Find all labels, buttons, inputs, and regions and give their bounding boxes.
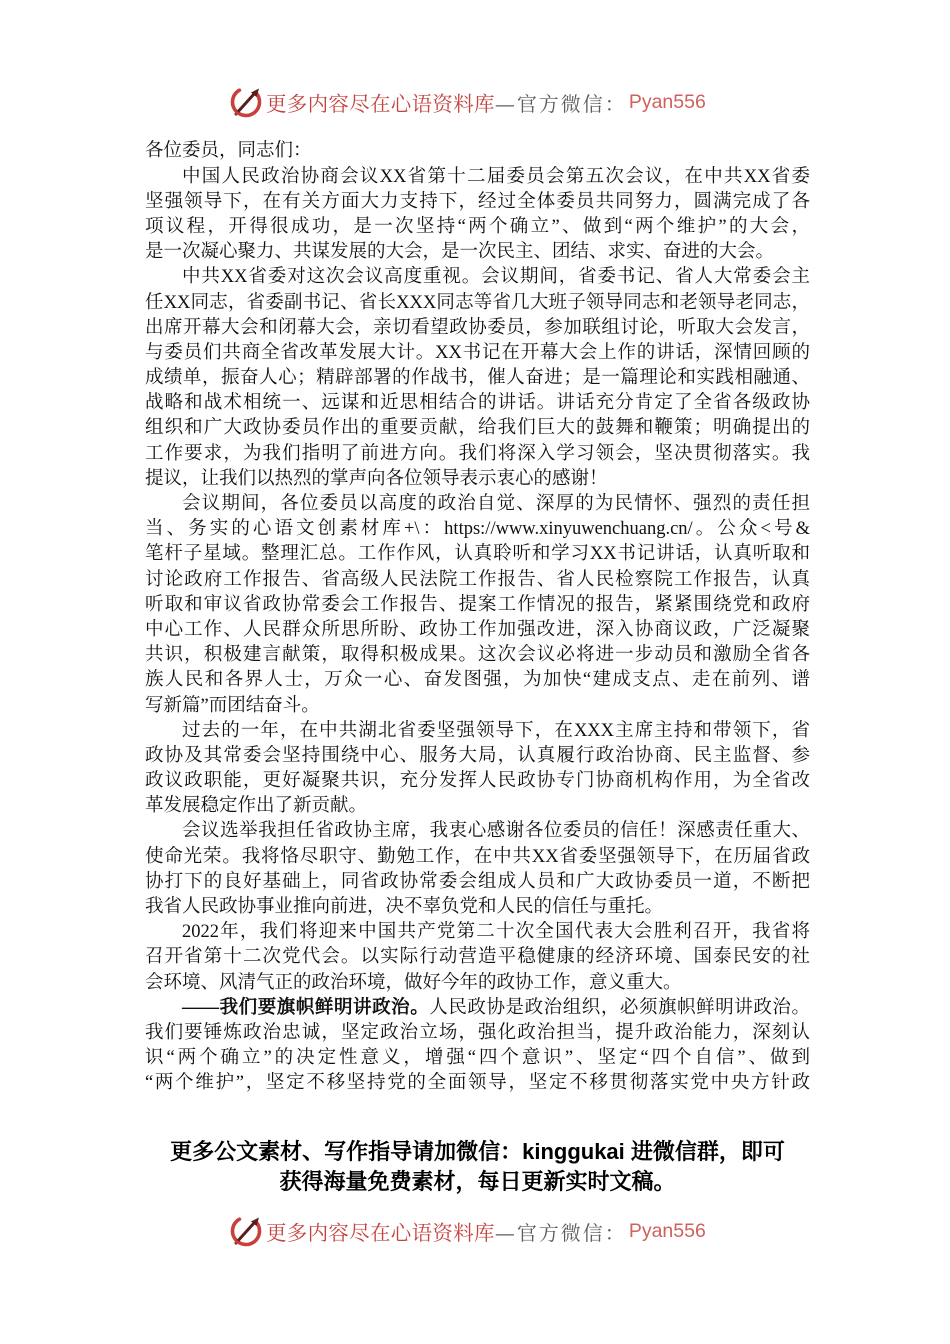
paragraph bbox=[145, 719, 810, 820]
body-line: 中国人民政治协商会议XX省第十二届委员会第五次会议，在中共XX省委 bbox=[182, 166, 810, 187]
body-line: 会议选举我担任省政协主席，我衷心感谢各位委员的信任！深感责任重大、 bbox=[182, 821, 810, 842]
watermark-site-text: 更多内容尽在心语资料库 bbox=[266, 1221, 495, 1245]
body-line: 写新篇”而团结奋斗。 bbox=[145, 695, 320, 716]
body-line: 与委员们共商全省改革发展大计。XX书记在开幕大会上作的讲话，深情回顾的 bbox=[145, 342, 810, 363]
body-line: 当、务实的心语文创素材库+\：https://www.xinyuwenchuang.cn/。公众<号& bbox=[145, 519, 810, 540]
promo-line: 更多公文素材、写作指导请加微信：kinggukai 进微信群，即可 bbox=[170, 1139, 785, 1164]
body-line: 2022年，我们将迎来中国共产党第二十次全国代表大会胜利召开，我省将 bbox=[182, 922, 810, 943]
pen-logo-icon bbox=[228, 1213, 264, 1249]
body-line: 项议程，开得很成功，是一次坚持“两个确立”、做到“两个维护”的大会， bbox=[145, 216, 810, 237]
body-line: 各位委员，同志们： bbox=[145, 141, 312, 162]
body-line: 我省人民政协事业推向前进，决不辜负党和人民的信任与重托。 bbox=[145, 897, 664, 918]
body-line: 中心工作、人民群众所思所盼、政协工作加强改进，深入协商议政，广泛凝聚 bbox=[145, 619, 810, 640]
body-line: 政协及其常委会坚持围绕中心、服务大局，认真履行政治协商、民主监督、参 bbox=[145, 745, 810, 766]
paragraph bbox=[145, 920, 810, 996]
paragraph bbox=[145, 996, 810, 1097]
body-line: 笔杆子星域。整理汇总。工作作风，认真聆听和学习XX书记讲话，认真听取和 bbox=[145, 544, 810, 565]
paragraph bbox=[145, 165, 810, 266]
body-line: 识“两个确立”的决定性意义，增强“四个意识”、坚定“四个自信”、做到 bbox=[145, 1048, 810, 1069]
body-line: 过去的一年，在中共湖北省委坚强领导下，在XXX主席主持和带领下，省 bbox=[182, 720, 810, 741]
body-line: 召开省第十二次党代会。以实际行动营造平稳健康的经济环境、国泰民安的社 bbox=[145, 947, 810, 968]
body-line: 是一次凝心聚力、共谋发展的大会，是一次民主、团结、求实、奋进的大会。 bbox=[145, 242, 775, 263]
body-line: 战略和战术相统一、远谋和近思相结合的讲话。讲话充分肯定了全省各级政协 bbox=[145, 393, 810, 414]
watermark-separator: —官方微信： bbox=[494, 91, 627, 116]
body-line: 出席开幕大会和闭幕大会，亲切看望政协委员，参加联组讨论，听取大会发言， bbox=[145, 317, 810, 338]
body-line: 革发展稳定作出了新贡献。 bbox=[145, 796, 368, 817]
body-line: 坚强领导下，在有关方面大力支持下，经过全体委员共同努力，圆满完成了各 bbox=[145, 191, 810, 212]
body-line: 会议期间，各位委员以高度的政治自觉、深厚的为民情怀、强烈的责任担 bbox=[182, 494, 810, 515]
document-body bbox=[145, 139, 810, 1096]
watermark-separator: —官方微信： bbox=[494, 1220, 627, 1245]
paragraph bbox=[145, 492, 810, 719]
body-line: 提议，让我们以热烈的掌声向各位领导表示衷心的感谢！ bbox=[145, 468, 608, 489]
watermark-banner-bottom bbox=[228, 1213, 706, 1249]
body-line: 协打下的良好基础上，同省政协常委会组成人员和广大政协委员一道，不断把 bbox=[145, 871, 810, 892]
watermark-site-text: 更多内容尽在心语资料库 bbox=[266, 92, 495, 116]
body-line: 工作要求，为我们指明了前进方向。我们将深入学习领会，坚决贯彻落实。我 bbox=[145, 443, 810, 464]
paragraph-salutation bbox=[145, 139, 810, 164]
promo-notice bbox=[145, 1137, 810, 1197]
body-line: 族人民和各界人士，万众一心、奋发图强，为加快“建成支点、走在前列、谱 bbox=[145, 670, 810, 691]
promo-line: 获得海量免费素材，每日更新实时文稿。 bbox=[279, 1169, 676, 1194]
body-line: 组织和广大政协委员作出的重要贡献，给我们巨大的鼓舞和鞭策；明确提出的 bbox=[145, 418, 810, 439]
body-line: 共识，积极建言献策，取得积极成果。这次会议必将进一步动员和激励全省各 bbox=[145, 645, 810, 666]
body-line: 使命光荣。我将恪尽职守、勤勉工作，在中共XX省委坚强领导下，在历届省政 bbox=[145, 846, 810, 867]
body-line: 任XX同志，省委副书记、省长XXX同志等省几大班子领导同志和老领导老同志， bbox=[145, 292, 810, 313]
body-line: 我们要锤炼政治忠诚，坚定政治立场，强化政治担当，提升政治能力，深刻认 bbox=[145, 1022, 810, 1043]
watermark-banner-top bbox=[228, 84, 706, 120]
body-line bbox=[145, 996, 810, 1021]
section-lead-heading: ——我们要旗帜鲜明讲政治。 bbox=[182, 997, 430, 1018]
paragraph bbox=[145, 265, 810, 492]
pen-logo-icon bbox=[228, 84, 264, 120]
watermark-wechat-id: Pyan556 bbox=[628, 1219, 706, 1242]
body-line: “两个维护”，坚定不移坚持党的全面领导，坚定不移贯彻落实党中央方针政 bbox=[145, 1073, 810, 1094]
body-line: 讨论政府工作报告、省高级人民法院工作报告、省人民检察院工作报告，认真 bbox=[145, 569, 810, 590]
body-line: 会环境、风清气正的政治环境，做好今年的政协工作，意义重大。 bbox=[145, 972, 682, 993]
paragraph bbox=[145, 819, 810, 920]
body-line: 听取和审议省政协常委会工作报告、提案工作情况的报告，紧紧围绕党和政府 bbox=[145, 594, 810, 615]
body-line: 成绩单，振奋人心；精辟部署的作战书，催人奋进；是一篇理论和实践相融通、 bbox=[145, 368, 810, 389]
body-line: 中共XX省委对这次会议高度重视。会议期间，省委书记、省人大常委会主 bbox=[182, 267, 810, 288]
body-line-text: 人民政协是政治组织，必须旗帜鲜明讲政治。 bbox=[429, 997, 810, 1018]
watermark-wechat-id: Pyan556 bbox=[628, 90, 706, 113]
body-line: 政议政职能，更好凝聚共识，充分发挥人民政协专门协商机构作用，为全省改 bbox=[145, 771, 810, 792]
